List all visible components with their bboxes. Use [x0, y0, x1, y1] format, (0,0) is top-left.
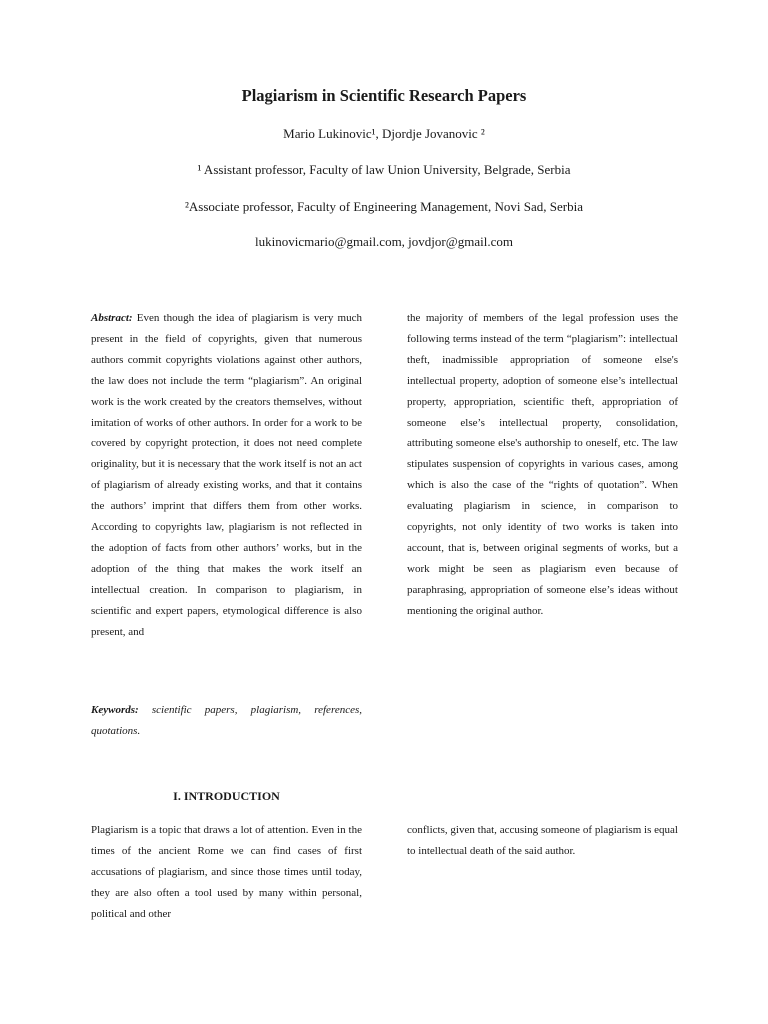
section-heading-introduction: I. INTRODUCTION [173, 789, 280, 803]
keywords-label: Keywords: [91, 704, 139, 716]
affiliation-2: ²Associate professor, Faculty of Engineering Management, Novi Sad, Serbia [185, 199, 583, 214]
affiliation-1: ¹ Assistant professor, Faculty of law Union University, Belgrade, Serbia [197, 162, 571, 177]
introduction-left-column [91, 820, 362, 925]
abstract-right-column [407, 308, 678, 622]
introduction-text-right: conflicts, given that, accusing someone of plagiarism is equal to intellectual death of the said author. [407, 824, 678, 857]
introduction-right-column [407, 820, 678, 862]
abstract-label: Abstract: [91, 312, 133, 324]
keywords-block [91, 700, 362, 742]
paper-title: Plagiarism in Scientific Research Papers [241, 86, 527, 105]
abstract-left-column [91, 308, 362, 643]
abstract-text-left: Even though the idea of plagiarism is very much present in the field of copyrights, given that numerous authors commit copyrights violations against other authors, the law does not include the term “plagiarism”. An original work is the work created by the creators themselves, without imitation of works of other authors. In order for a work to be covered by copyright protection, it does not need complete originality, but it is necessary that the work itself is not an act of plagiarism of already existing works, and that it contains the authors’ imprint that differs them from other works. According to copyrights law, plagiarism is not reflected in the adoption of facts from other authors’ works, but in the adoption of the thing that makes the work itself an intellectual creation. In comparison to plagiarism, in scientific and expert papers, etymological difference is also present, and [91, 312, 363, 638]
introduction-text-left: Plagiarism is a topic that draws a lot of attention. Even in the times of the ancient Rome we can find cases of first accusations of plagiarism, and since those times until today, they are also often a tool used by many within personal, political and other [91, 824, 362, 920]
abstract-text-right: the majority of members of the legal profession uses the following terms instead of the term “plagiarism”: intellectual theft, inadmissible appropriation of someone else's intellectual property, adoption of someone else’s intellectual property, appropriation, scientific theft, appropriation of someone else’s intellectual property, consolidation, attributing someone else's authorship to oneself, etc. The law stipulates suspension of copyrights in various cases, among which is also the case of the “rights of quotation”. When evaluating plagiarism in science, in comparison to copyrights, not only identity of two works is taken into account, that is, between original segments of works, but a work might be seen as plagiarism even because of paraphrasing, appropriation of someone else’s ideas without mentioning the original author. [407, 312, 678, 617]
author-emails: lukinovicmario@gmail.com, jovdjor@gmail.com [255, 234, 513, 249]
keywords-text: scientific papers, plagiarism, references, quotations. [91, 704, 362, 737]
authors-line: Mario Lukinovic¹, Djordje Jovanovic ² [283, 126, 485, 141]
